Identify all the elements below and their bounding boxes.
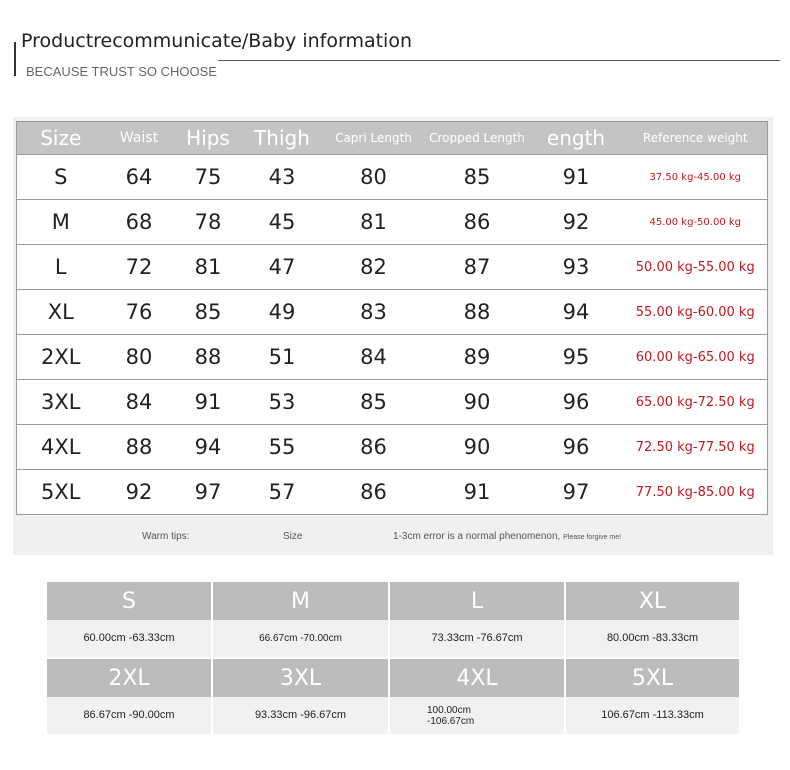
reference-weight-cell: 60.00 kg-65.00 kg — [624, 335, 768, 380]
measurement-cell: 84 — [322, 335, 426, 380]
grid-size-value: 60.00cm -63.33cm — [47, 620, 213, 657]
reference-weight-cell: 65.00 kg-72.50 kg — [624, 380, 768, 425]
measurement-cell: 97 — [174, 470, 243, 515]
measurement-cell: 87 — [426, 245, 529, 290]
tips-note-text: 1-3cm error is a normal phenomenon, — [393, 531, 561, 542]
measurement-cell: 96 — [529, 380, 624, 425]
grid-size-value-line: 100.00cm — [427, 704, 471, 716]
size-table — [16, 121, 768, 515]
measurement-cell: 90 — [426, 425, 529, 470]
grid-size-value — [390, 697, 566, 734]
size-cell: M — [17, 200, 105, 245]
page-subtitle: BECAUSE TRUST SO CHOOSE — [26, 64, 217, 79]
measurement-cell: 80 — [322, 155, 426, 200]
measurement-cell: 55 — [243, 425, 322, 470]
page-title: Productrecommunicate/Baby information — [21, 30, 412, 52]
size-measure-grid — [47, 582, 741, 734]
measurement-cell: 91 — [174, 380, 243, 425]
grid-value-row — [47, 620, 741, 657]
table-row — [17, 380, 768, 425]
grid-size-value: 106.67cm -113.33cm — [566, 697, 741, 734]
measurement-cell: 89 — [426, 335, 529, 380]
measurement-cell: 64 — [105, 155, 174, 200]
grid-value-row — [47, 697, 741, 734]
tips-label: Warm tips: — [142, 531, 190, 542]
column-header: Cropped Length — [426, 122, 529, 155]
grid-size-row — [47, 659, 741, 697]
table-header-row — [17, 122, 768, 155]
measurement-cell: 91 — [426, 470, 529, 515]
size-cell: 4XL — [17, 425, 105, 470]
table-row — [17, 470, 768, 515]
table-row — [17, 245, 768, 290]
measurement-cell: 97 — [529, 470, 624, 515]
grid-size-label: 3XL — [213, 659, 390, 697]
measurement-cell: 45 — [243, 200, 322, 245]
column-header: Capri Length — [322, 122, 426, 155]
column-header: Waist — [105, 122, 174, 155]
measurement-cell: 47 — [243, 245, 322, 290]
measurement-cell: 96 — [529, 425, 624, 470]
size-cell: 2XL — [17, 335, 105, 380]
measurement-cell: 88 — [426, 290, 529, 335]
tips-note — [393, 531, 621, 542]
measurement-cell: 49 — [243, 290, 322, 335]
measurement-cell: 92 — [105, 470, 174, 515]
measurement-cell: 51 — [243, 335, 322, 380]
measurement-cell: 81 — [174, 245, 243, 290]
measurement-cell: 94 — [174, 425, 243, 470]
measurement-cell: 72 — [105, 245, 174, 290]
grid-size-value-line: -106.67cm — [427, 715, 475, 727]
measurement-cell: 43 — [243, 155, 322, 200]
grid-size-label: XL — [566, 582, 741, 620]
size-cell: S — [17, 155, 105, 200]
table-row — [17, 290, 768, 335]
size-cell: L — [17, 245, 105, 290]
grid-size-label: L — [390, 582, 566, 620]
table-row — [17, 155, 768, 200]
table-row — [17, 200, 768, 245]
measurement-cell: 86 — [426, 200, 529, 245]
measurement-cell: 86 — [322, 470, 426, 515]
column-header: Thigh — [243, 122, 322, 155]
size-cell: 5XL — [17, 470, 105, 515]
measurement-cell: 88 — [174, 335, 243, 380]
measurement-cell: 95 — [529, 335, 624, 380]
table-row — [17, 425, 768, 470]
measurement-cell: 86 — [322, 425, 426, 470]
column-header: Size — [17, 122, 105, 155]
measurement-cell: 78 — [174, 200, 243, 245]
header-divider — [218, 60, 780, 61]
reference-weight-cell: 55.00 kg-60.00 kg — [624, 290, 768, 335]
reference-weight-cell: 37.50 kg-45.00 kg — [624, 155, 768, 200]
measurement-cell: 90 — [426, 380, 529, 425]
measurement-cell: 84 — [105, 380, 174, 425]
grid-size-value: 86.67cm -90.00cm — [47, 697, 213, 734]
table-row — [17, 335, 768, 380]
measurement-cell: 91 — [529, 155, 624, 200]
grid-size-value: 66.67cm -70.00cm — [213, 620, 390, 657]
measurement-cell: 75 — [174, 155, 243, 200]
size-cell: 3XL — [17, 380, 105, 425]
measurement-cell: 85 — [426, 155, 529, 200]
measurement-cell: 83 — [322, 290, 426, 335]
tips-note-small: Please forgive me! — [563, 534, 622, 541]
size-cell: XL — [17, 290, 105, 335]
measurement-cell: 80 — [105, 335, 174, 380]
measurement-cell: 68 — [105, 200, 174, 245]
measurement-cell: 82 — [322, 245, 426, 290]
measurement-cell: 94 — [529, 290, 624, 335]
measurement-cell: 57 — [243, 470, 322, 515]
grid-size-value: 73.33cm -76.67cm — [390, 620, 566, 657]
grid-size-label: 2XL — [47, 659, 213, 697]
grid-size-label: 5XL — [566, 659, 741, 697]
measurement-cell: 81 — [322, 200, 426, 245]
column-header: Hips — [174, 122, 243, 155]
tips-size: Size — [283, 531, 303, 542]
reference-weight-cell: 72.50 kg-77.50 kg — [624, 425, 768, 470]
reference-weight-cell: 45.00 kg-50.00 kg — [624, 200, 768, 245]
grid-size-label: S — [47, 582, 213, 620]
reference-weight-cell: 77.50 kg-85.00 kg — [624, 470, 768, 515]
measurement-cell: 85 — [322, 380, 426, 425]
reference-weight-cell: 50.00 kg-55.00 kg — [624, 245, 768, 290]
measurement-cell: 93 — [529, 245, 624, 290]
grid-size-value: 93.33cm -96.67cm — [213, 697, 390, 734]
column-header: ength — [529, 122, 624, 155]
grid-size-label: M — [213, 582, 390, 620]
grid-size-label: 4XL — [390, 659, 566, 697]
measurement-cell: 53 — [243, 380, 322, 425]
measurement-cell: 92 — [529, 200, 624, 245]
measurement-cell: 76 — [105, 290, 174, 335]
measurement-cell: 88 — [105, 425, 174, 470]
grid-size-row — [47, 582, 741, 620]
header-accent-bar — [14, 42, 16, 76]
column-header: Reference weight — [624, 122, 768, 155]
measurement-cell: 85 — [174, 290, 243, 335]
grid-size-value: 80.00cm -83.33cm — [566, 620, 741, 657]
